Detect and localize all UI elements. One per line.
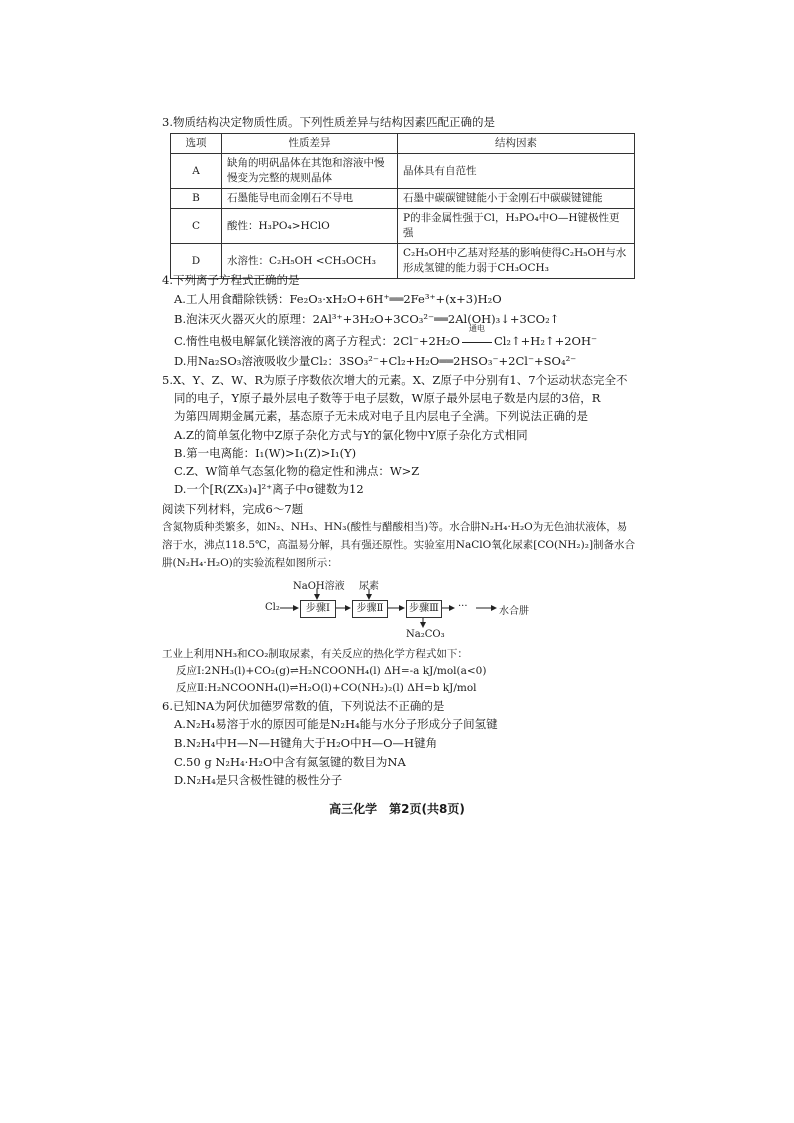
q3-stem: 3.物质结构决定物质性质。下列性质差异与结构因素匹配正确的是 <box>162 115 495 129</box>
q6-option-d: D.N₂H₄是只含极性键的极性分子 <box>174 773 343 787</box>
flow-diagram <box>262 575 542 645</box>
row-option: A <box>171 154 222 189</box>
flow-dots: ··· <box>458 601 468 612</box>
row-property: 酸性：H₃PO₄>HClO <box>222 209 398 244</box>
flow-byproduct: Na₂CO₃ <box>406 629 445 640</box>
q4-option-d: D.用Na₂SO₃溶液吸收少量Cl₂：3SO₃²⁻+Cl₂+H₂O══2HSO₃⁻+2Cl⁻+SO₄²⁻ <box>174 354 577 368</box>
page-footer: 高三化学 第2页(共8页) <box>329 802 465 816</box>
q5-option-c: C.Z、W简单气态氢化物的稳定性和沸点：W>Z <box>174 464 420 478</box>
table-row <box>171 189 635 209</box>
q5-stem-line1: 5.X、Y、Z、W、R为原子序数依次增大的元素。X、Z原子中分别有1、7个运动状态完全不 <box>162 373 628 387</box>
q4-option-a: A.工人用食醋除铁锈：Fe₂O₃·xH₂O+6H⁺══2Fe³⁺+(x+3)H₂O <box>174 292 502 306</box>
row-structure: 石墨中碳碳键键能小于金刚石中碳碳键键能 <box>398 189 635 209</box>
reading-title: 阅读下列材料，完成6～7题 <box>162 502 304 516</box>
q5-option-a: A.Z的简单氢化物中Z原子杂化方式与Y的氯化物中Y原子杂化方式相同 <box>174 428 528 442</box>
row-option: B <box>171 189 222 209</box>
flow-naoh-label: NaOH溶液 <box>293 581 345 592</box>
flow-urea-label: 尿素 <box>359 581 379 592</box>
q4-option-c <box>174 324 598 349</box>
row-structure: 晶体具有自范性 <box>398 154 635 189</box>
reading-paragraph-2: 溶于水，沸点118.5℃，高温易分解，具有强还原性。实验室用NaClO氧化尿素[CO(NH₂)₂]制备水合 <box>162 539 636 551</box>
row-option: D <box>171 244 222 279</box>
q5-option-d: D.一个[R(ZX₃)₄]²⁺离子中σ键数为12 <box>174 482 364 496</box>
q4-c-arrow <box>460 324 494 349</box>
flow-step-3: 步骤Ⅲ <box>406 600 442 618</box>
q5-option-b: B.第一电离能：I₁(W)>I₁(Z)>I₁(Y) <box>174 446 357 460</box>
table-header-row <box>171 134 635 154</box>
q5-stem-line2: 同的电子，Y原子最外层电子数等于电子层数，W原子最外层电子数是内层的3倍，R <box>174 391 601 405</box>
row-option: C <box>171 209 222 244</box>
header-property: 性质差异 <box>222 134 398 154</box>
reaction-1: 反应Ⅰ:2NH₃(l)+CO₂(g)⇌H₂NCOONH₄(l) ΔH=-a kJ/mol(a<0) <box>176 665 487 677</box>
row-structure: P的非金属性强于Cl，H₃PO₄中O—H键极性更强 <box>398 209 635 244</box>
table-row <box>171 154 635 189</box>
equation-line <box>462 342 492 343</box>
reading-paragraph-3: 肼(N₂H₄·H₂O)的实验流程如图所示： <box>162 557 338 569</box>
q6-option-a: A.N₂H₄易溶于水的原因可能是N₂H₄能与水分子形成分子间氢键 <box>174 717 498 731</box>
flow-step-1: 步骤Ⅰ <box>300 600 336 618</box>
reading-paragraph-4: 工业上利用NH₃和CO₂制取尿素，有关反应的热化学方程式如下： <box>162 648 468 660</box>
flow-step-2: 步骤Ⅱ <box>352 600 388 618</box>
q4-option-b: B.泡沫灭火器灭火的原理：2Al³⁺+3H₂O+3CO₃²⁻══2Al(OH)₃↓+3CO₂↑ <box>174 312 560 326</box>
reaction-2: 反应Ⅱ:H₂NCOONH₄(l)⇌H₂O(l)+CO(NH₂)₂(l) ΔH=b kJ/mol <box>176 682 477 694</box>
q5-stem-line3: 为第四周期金属元素，基态原子无未成对电子且内层电子全满。下列说法正确的是 <box>174 409 588 423</box>
q4-c-condition: 通电 <box>468 324 485 333</box>
row-property: 石墨能导电而金刚石不导电 <box>222 189 398 209</box>
header-structure: 结构因素 <box>398 134 635 154</box>
q4-c-right: Cl₂↑+H₂↑+2OH⁻ <box>493 334 598 348</box>
q6-option-c: C.50 g N₂H₄·H₂O中含有氮氢键的数目为NA <box>174 755 406 769</box>
row-property: 缺角的明矾晶体在其饱和溶液中慢慢变为完整的规则晶体 <box>222 154 398 189</box>
q4-stem: 4.下列离子方程式正确的是 <box>162 273 300 287</box>
row-property: 水溶性：C₂H₅OH <CH₃OCH₃ <box>222 244 398 279</box>
q6-stem: 6.已知NA为阿伏加德罗常数的值，下列说法不正确的是 <box>162 699 445 713</box>
q3-table <box>170 133 635 279</box>
header-option: 选项 <box>171 134 222 154</box>
q6-option-b: B.N₂H₄中H—N—H键角大于H₂O中H—O—H键角 <box>174 736 438 750</box>
reading-paragraph-1: 含氮物质种类繁多，如N₂、NH₃、HN₃(酸性与醋酸相当)等。水合肼N₂H₄·H₂O为无色油状液体，易 <box>162 521 628 533</box>
row-structure: C₂H₅OH中乙基对羟基的影响使得C₂H₅OH与水形成氢键的能力弱于CH₃OCH₃ <box>398 244 635 279</box>
flow-product: 水合肼 <box>499 606 529 617</box>
table-row <box>171 209 635 244</box>
flow-input-cl2: Cl₂ <box>265 602 280 613</box>
q4-c-left: C.惰性电极电解氯化镁溶液的离子方程式：2Cl⁻+2H₂O <box>174 334 460 348</box>
